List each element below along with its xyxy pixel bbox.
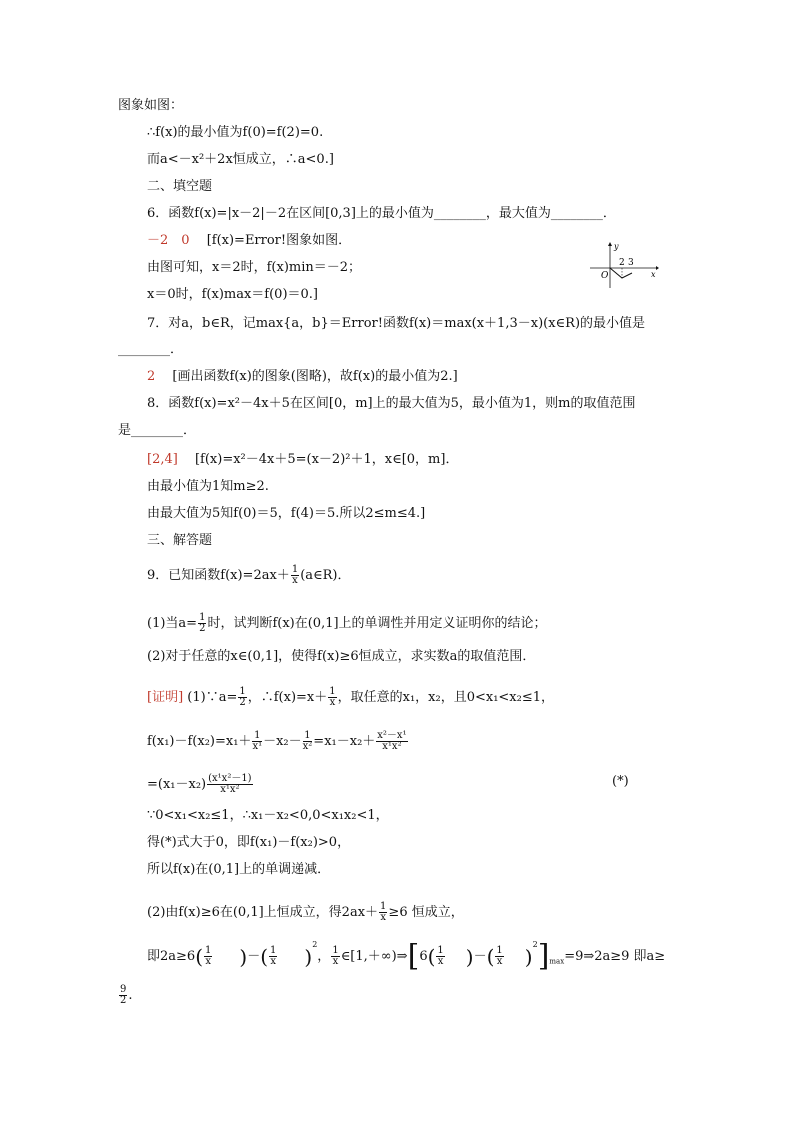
fraction — [238, 687, 246, 708]
text-line: 由最大值为5知f(0)＝5，f(4)＝5.所以2≤m≤4.] — [147, 506, 426, 521]
fraction — [436, 946, 444, 967]
fraction — [328, 687, 336, 708]
question-8: 8．函数f(x)=x²－4x＋5在区间[0，m]上的最大值为5，最小值为1，则m的取值范围 — [147, 396, 636, 411]
text-line: ∴f(x)的最小值为f(0)=f(2)=0. — [147, 125, 324, 140]
proof-line: 所以f(x)在(0,1]上的单调递减． — [147, 862, 331, 877]
tick-label: 2 — [619, 258, 625, 268]
fraction — [379, 902, 387, 923]
text-segment: 时，试判断f(x)在(0,1]上的单调性并用定义证明你的结论； — [207, 616, 547, 631]
answer-explanation: [f(x)=Error!图象如图． — [206, 233, 352, 248]
text-line: 由图可知，x＝2时，f(x)min＝－2； — [147, 260, 362, 275]
text-segment: 9．已知函数f(x)=2ax＋ — [147, 568, 290, 583]
question-6: 6．函数f(x)=|x－2|－2在区间[0,3]上的最小值为________，最大值为________． — [147, 206, 616, 221]
text-segment: ，∴f(x)=x＋ — [247, 690, 328, 705]
proof-line — [147, 774, 254, 795]
numerator: 1 — [380, 901, 387, 912]
y-label: y — [614, 242, 619, 251]
numerator: 1 — [332, 945, 339, 956]
graph-svg — [588, 240, 660, 290]
answer-8-line — [147, 452, 458, 468]
denominator: x — [329, 697, 336, 708]
proof-line — [147, 687, 554, 708]
text-line: 而a<－x²＋2x恒成立，∴a<0.] — [147, 152, 334, 167]
question-9-part-2: (2)对于任意的x∈(0,1]，使得f(x)≥6恒成立，求实数a的取值范围． — [147, 649, 536, 664]
answer-value: [2,4] — [147, 452, 178, 467]
fraction — [204, 946, 212, 967]
numerator: (x¹x²－1) — [208, 773, 252, 784]
tick-label: 3 — [628, 258, 634, 268]
denominator: 2 — [120, 995, 127, 1006]
numerator: 1 — [270, 945, 277, 956]
text-line: ________． — [118, 342, 184, 357]
question-9 — [147, 565, 351, 586]
numerator: 1 — [239, 686, 246, 697]
fraction — [198, 613, 206, 634]
numerator: 9 — [120, 984, 127, 995]
answer-value: －2 0 — [147, 233, 190, 248]
y-axis-arrow — [608, 242, 612, 246]
fraction — [291, 565, 299, 586]
fraction — [303, 731, 313, 752]
denominator: x — [437, 956, 444, 967]
denominator: 2 — [199, 623, 206, 634]
denominator: x¹ — [252, 741, 263, 752]
answer-value: 2 — [147, 369, 156, 384]
numerator: 1 — [291, 564, 299, 575]
numerator: 1 — [496, 945, 503, 956]
x-label: x — [651, 270, 656, 279]
origin-label: O — [601, 271, 609, 281]
fraction — [376, 731, 407, 752]
question-7: 7．对a，b∈R，记max{a，b}＝Error!函数f(x)＝max(x＋1,3－x)(x∈R)的最小值是 — [147, 316, 646, 331]
numerator: 1 — [329, 686, 336, 697]
text-segment: f(x₁)－f(x₂)=x₁＋ — [147, 734, 252, 749]
numerator: 1 — [304, 730, 311, 741]
proof-line: 即2a≥6( $\frac{1}{x}$ )－( $\frac{1}{x}$ )$^2$， $\frac{1}{x}$ ∈[1,＋∞)⇒[6( $\frac{1}{x}$ )－( $\frac{1}{x}$ )$^2]_{max}=9\Rightarrow 2a\ge 9$ 即a≥ — [147, 938, 666, 974]
question-9-part-1 — [147, 613, 547, 634]
section-heading: 二、填空题 — [147, 179, 213, 194]
answer-6-line — [147, 233, 351, 249]
proof-line — [147, 731, 409, 752]
denominator: x — [205, 956, 211, 967]
answer-explanation: [f(x)=x²－4x＋5=(x－2)²＋1，x∈[0，m]． — [194, 452, 459, 467]
denominator: x — [270, 956, 277, 967]
proof-label: [证明] — [147, 690, 184, 705]
text-line: x＝0时，f(x)max＝f(0)＝0.] — [147, 287, 318, 302]
equation-marker: (*) — [612, 774, 629, 789]
answer-explanation: [画出函数f(x)的图象(图略)，故f(x)的最小值为2.] — [172, 369, 458, 384]
fraction — [119, 985, 127, 1006]
result-fraction: $\frac{9}{2}$ . — [120, 984, 133, 1006]
text-segment: (a∈R)． — [300, 568, 351, 583]
numerator: 1 — [254, 730, 261, 741]
fraction — [269, 946, 277, 967]
numerator: 1 — [199, 612, 206, 623]
answer-7-line — [147, 369, 458, 385]
denominator: x¹x² — [382, 741, 402, 752]
numerator: 1 — [205, 945, 212, 956]
proof-line: ∵0<x₁<x₂≤1，∴x₁－x₂<0,0<x₁x₂<1， — [147, 808, 389, 823]
numerator: 1 — [437, 945, 444, 956]
text-line: 由最小值为1知m≥2. — [147, 479, 269, 494]
denominator: x — [292, 575, 298, 586]
denominator: x¹x² — [220, 784, 240, 795]
denominator: 2 — [239, 697, 246, 708]
text-segment: －x₂－ — [263, 734, 302, 749]
text-segment: ，取任意的x₁，x₂，且0<x₁<x₂≤1， — [337, 690, 555, 705]
text-segment: =(x₁－x₂) — [147, 777, 207, 792]
function-graph — [588, 240, 660, 290]
denominator: x² — [302, 741, 313, 752]
text-segment: (1)∵a= — [187, 690, 238, 705]
text-segment: =x₁－x₂＋ — [313, 734, 376, 749]
fraction — [252, 731, 262, 752]
proof-line: 得(*)式大于0，即f(x₁)－f(x₂)>0， — [147, 835, 351, 850]
fraction — [207, 774, 252, 795]
text-line: 图象如图： — [118, 98, 184, 113]
section-heading: 三、解答题 — [147, 533, 213, 548]
denominator: x — [380, 912, 387, 923]
text-segment: 即2a≥6 — [147, 949, 196, 964]
fraction — [331, 946, 339, 967]
text-segment: ≥6 恒成立， — [388, 905, 464, 920]
text-segment: =9⇒2a≥9 即a≥ — [564, 949, 666, 964]
function-curve — [610, 268, 632, 278]
fraction — [495, 946, 503, 967]
denominator: x — [332, 956, 339, 967]
text-segment: (2)由f(x)≥6在(0,1]上恒成立，得2ax＋ — [147, 905, 379, 920]
proof-line — [147, 902, 464, 923]
subscript: max — [549, 957, 565, 966]
numerator: x²－x¹ — [377, 730, 407, 741]
x-axis-arrow — [656, 266, 659, 270]
text-segment: ， — [317, 949, 331, 964]
text-segment: ∈[1,＋∞)⇒ — [340, 949, 408, 964]
text-segment: (1)当a= — [147, 616, 198, 631]
denominator: x — [496, 956, 503, 967]
text-line: 是________． — [118, 423, 197, 438]
